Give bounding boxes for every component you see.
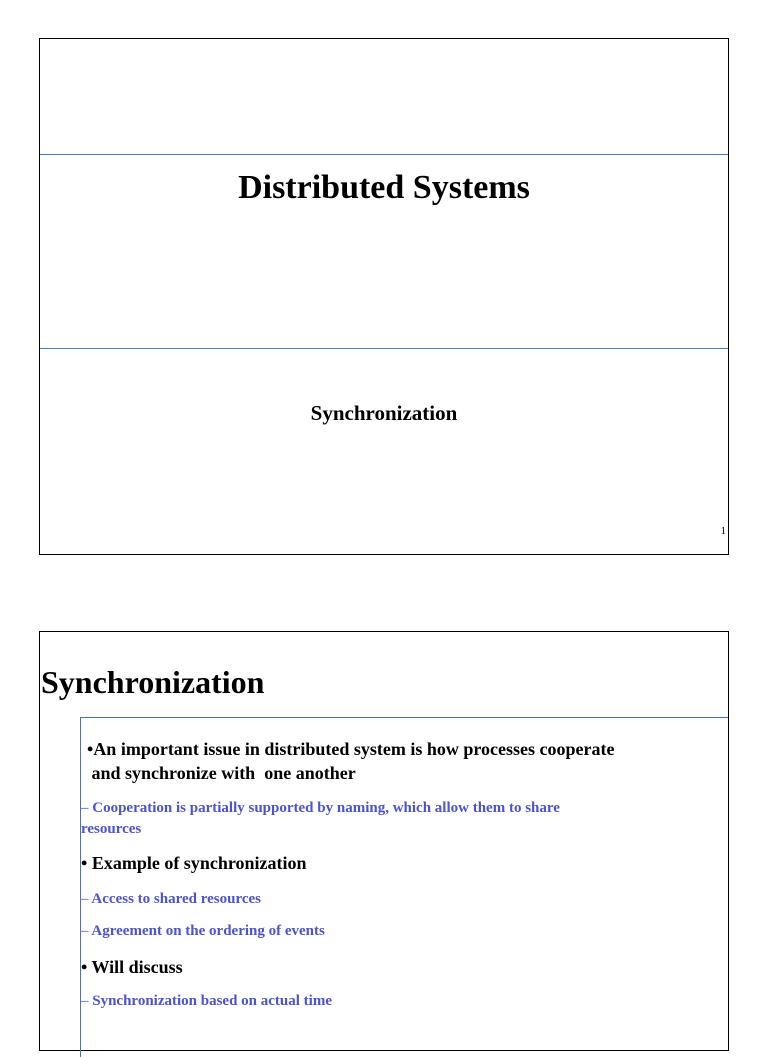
slide-2: [39, 631, 729, 1051]
sub-bullet-1: [81, 798, 560, 819]
sub-bullet-2a: [81, 889, 261, 910]
bullet-dot-icon: •: [81, 957, 88, 977]
bullet-1: [87, 736, 614, 762]
bullet-1-line-1: An important issue in distributed system is how processes cooperate: [93, 739, 615, 759]
sub-bullet-3a: [81, 991, 332, 1012]
slide-1-page-number: 1: [720, 525, 726, 537]
sub-bullet-1-line-1: Cooperation is partially supported by naming, which allow them to share: [88, 800, 560, 816]
bullet-2-text: Example of synchronization: [87, 853, 307, 873]
bullet-3-text: Will discuss: [87, 957, 183, 977]
dash-icon: –: [81, 800, 89, 816]
dash-icon: –: [81, 923, 89, 939]
sub-bullet-1-line-2: resources: [81, 821, 142, 837]
bullet-3: [81, 954, 183, 980]
slide-1-top-divider: [40, 154, 728, 155]
bullet-dot-icon: •: [87, 739, 94, 759]
sub-bullet-2a-text: Access to shared resources: [88, 891, 261, 907]
bullet-1-line-2: and synchronize with one another: [87, 763, 356, 783]
slide-1-title: Distributed Systems: [238, 169, 530, 206]
slide-2-content-box: [80, 717, 728, 1057]
slide-1-bottom-divider: [40, 348, 728, 349]
slide-1: [39, 38, 729, 555]
sub-bullet-2b-text: Agreement on the ordering of events: [88, 923, 325, 939]
bullet-2: [81, 850, 307, 876]
sub-bullet-2b: [81, 921, 325, 942]
slide-1-subtitle: Synchronization: [310, 401, 458, 425]
slide-2-title: Synchronization: [41, 664, 265, 700]
dash-icon: –: [81, 993, 89, 1009]
bullet-dot-icon: •: [81, 853, 88, 873]
sub-bullet-3a-text: Synchronization based on actual time: [88, 993, 332, 1009]
dash-icon: –: [81, 891, 89, 907]
